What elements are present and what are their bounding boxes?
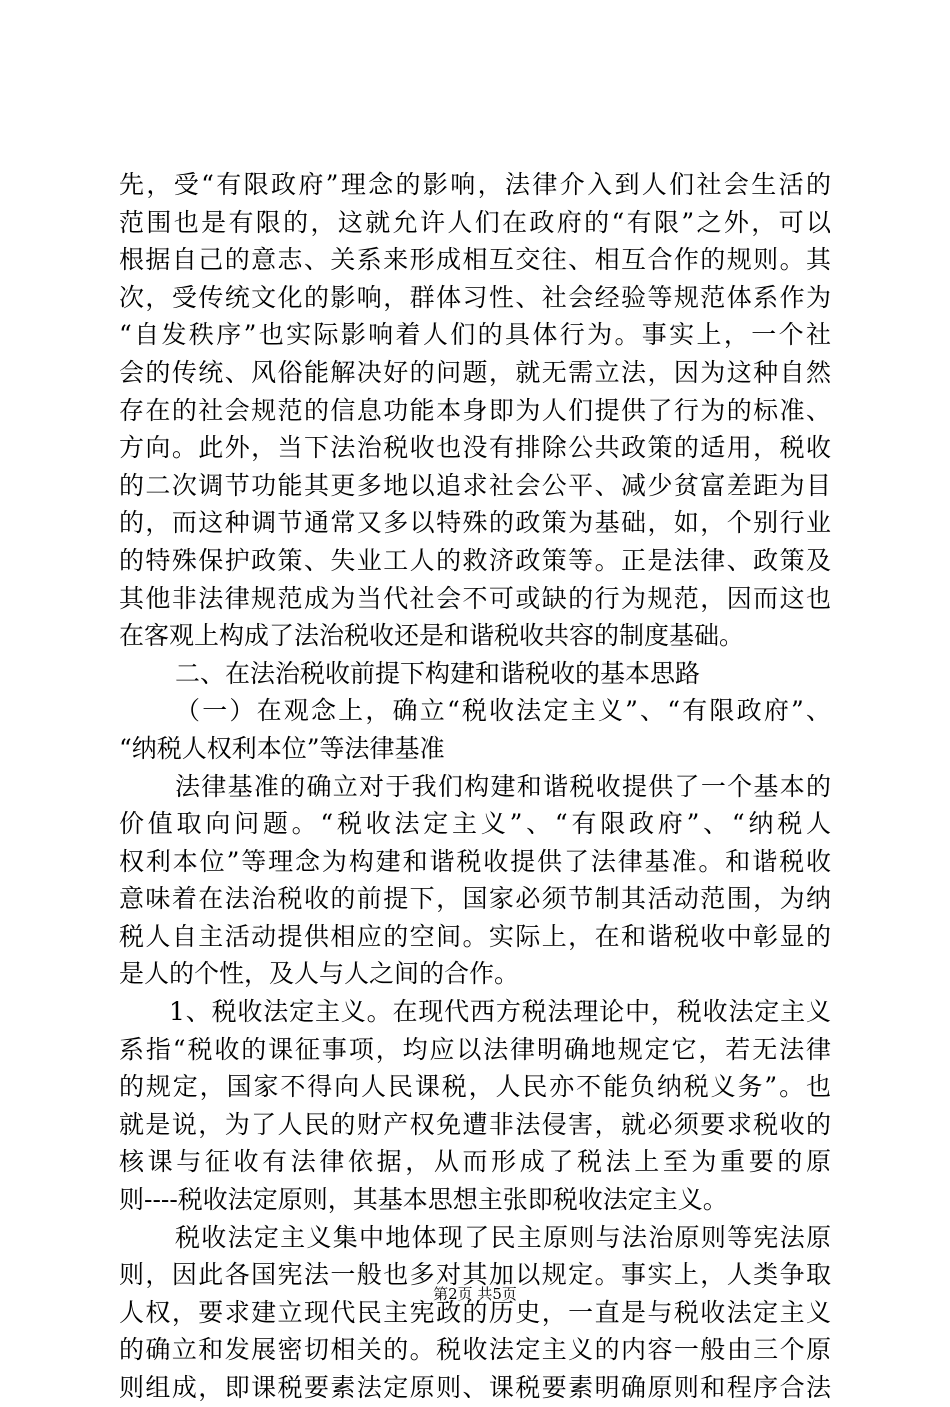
text-line: 价值取向问题。“税收法定主义”、“有限政府”、“纳税人 — [119, 809, 831, 839]
heading-line: 二、在法治税收前提下构建和谐税收的基本思路 — [175, 658, 701, 688]
text-line: 方向。此外，当下法治税收也没有排除公共政策的适用，税收 — [119, 433, 831, 463]
text-line: 核课与征收有法律依据，从而形成了税法上至为重要的原 — [119, 1147, 831, 1177]
page-number: 第2页 共5页 — [433, 1285, 517, 1303]
text-line: 人权，要求建立现代民主宪政的历史，一直是与税收法定主义 — [119, 1297, 831, 1327]
text-line: 先，受“有限政府”理念的影响，法律介入到人们社会生活的 — [119, 170, 831, 199]
text-line: 税收法定主义集中地体现了民主原则与法治原则等宪法原 — [175, 1222, 831, 1252]
subsection-heading — [119, 692, 831, 767]
text-line: 权利本位”等理念为构建和谐税收提供了法律基准。和谐税收 — [119, 846, 831, 876]
text-line: 的，而这种调节通常又多以特殊的政策为基础，如，个别行业 — [119, 508, 831, 538]
text-line: 在客观上构成了法治税收还是和谐税收共容的制度基础。 — [119, 621, 745, 651]
text-line: 会的传统、风俗能解决好的问题，就无需立法，因为这种自然 — [119, 357, 831, 387]
paragraph — [119, 993, 831, 1219]
paragraph — [119, 768, 831, 994]
text-line: 税人自主活动提供相应的空间。实际上，在和谐税收中彰显的 — [119, 921, 831, 951]
heading-line: （一）在观念上，确立“税收法定主义”、“有限政府”、 — [175, 696, 831, 726]
text-line: 意味着在法治税收的前提下，国家必须节制其活动范围，为纳 — [119, 884, 831, 914]
text-line: “自发秩序”也实际影响着人们的具体行为。事实上，一个社 — [119, 320, 831, 350]
heading-line: “纳税人权利本位”等法律基准 — [119, 733, 445, 763]
text-line: 是人的个性，及人与人之间的合作。 — [119, 959, 520, 989]
paragraph — [119, 1219, 831, 1407]
paragraph-continuation — [119, 166, 831, 655]
text-line: 的确立和发展密切相关的。税收法定主义的内容一般由三个原 — [119, 1335, 831, 1365]
text-line: 则，因此各国宪法一般也多对其加以规定。事实上，人类争取 — [119, 1260, 831, 1290]
text-line: 就是说，为了人民的财产权免遭非法侵害，就必须要求税收的 — [119, 1109, 831, 1139]
text-line: 1、税收法定主义。在现代西方税法理论中，税收法定主义 — [169, 997, 831, 1027]
section-heading — [119, 655, 831, 693]
text-line: 根据自己的意志、关系来形成相互交往、相互合作的规则。其 — [119, 245, 831, 275]
text-line: 的二次调节功能其更多地以追求社会公平、减少贫富差距为目 — [119, 470, 831, 500]
text-line: 的规定，国家不得向人民课税，人民亦不能负纳税义务”。也 — [119, 1072, 831, 1102]
text-line: 系指“税收的课征事项，均应以法律明确地规定它，若无法律 — [119, 1034, 831, 1064]
text-line: 法律基准的确立对于我们构建和谐税收提供了一个基本的 — [175, 771, 831, 801]
text-line: 则组成，即课税要素法定原则、课税要素明确原则和程序合法 — [119, 1373, 831, 1402]
text-line: 的特殊保护政策、失业工人的救济政策等。正是法律、政策及 — [119, 545, 831, 575]
text-line: 则----税收法定原则，其基本思想主张即税收法定主义。 — [119, 1185, 728, 1215]
document-body — [119, 166, 831, 1407]
text-line: 次，受传统文化的影响，群体习性、社会经验等规范体系作为 — [119, 282, 831, 312]
text-line: 存在的社会规范的信息功能本身即为人们提供了行为的标准、 — [119, 395, 831, 425]
text-line: 范围也是有限的，这就允许人们在政府的“有限”之外，可以 — [119, 207, 831, 237]
text-line: 其他非法律规范成为当代社会不可或缺的行为规范，因而这也 — [119, 583, 831, 613]
page-footer — [0, 1284, 950, 1304]
